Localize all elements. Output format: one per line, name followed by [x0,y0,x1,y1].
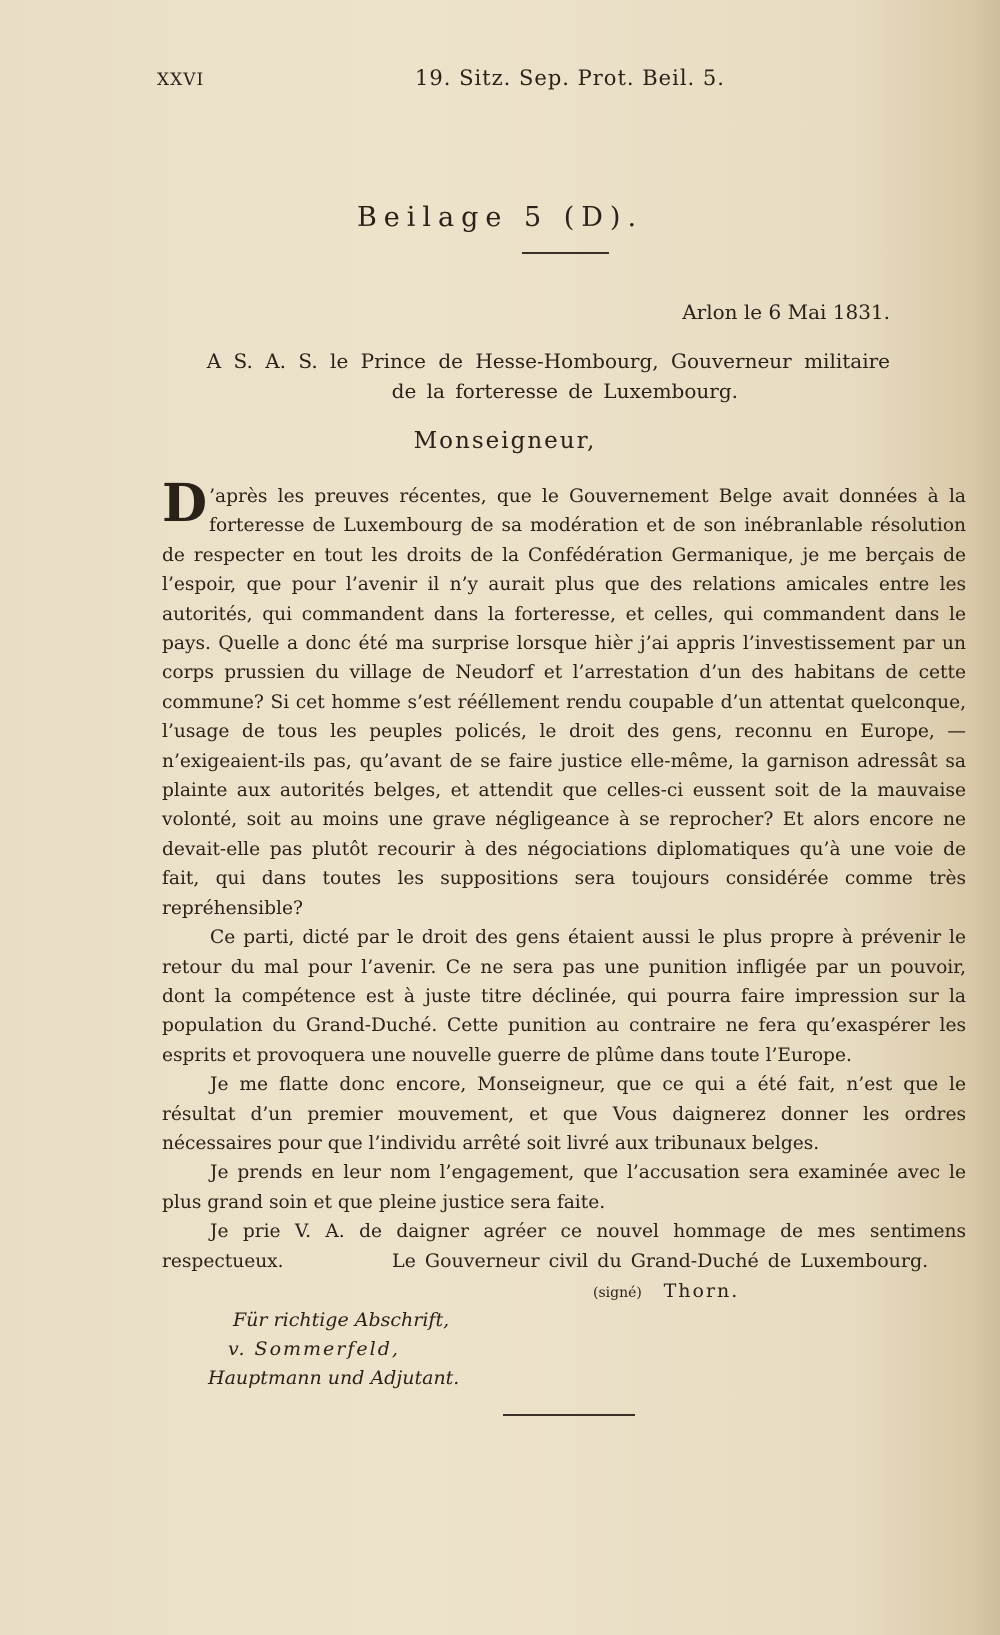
certification-line-2: v. Sommerfeld, [228,1338,400,1360]
signatory-title: Le Gouverneur civil du Grand-Duché de Luxembourg. [392,1250,929,1272]
addressee-line-1: A S. A. S. le Prince de Hesse-Hombourg, Gouverneur militaire [206,349,890,373]
paragraph-1 [162,473,966,923]
signatory-name: Thorn. [663,1280,740,1302]
salutation-text: Monseigneur, [413,428,597,454]
page-number: XXVI [157,70,205,90]
section-title: Beilage 5 (D). [356,202,644,233]
closing-rule [503,1414,635,1416]
paragraph-1-text: ’après les preuves récentes, que le Gouvernement Belge avait données à la forteresse de Luxembourg de sa modération et de son inébranlable résolution de respecter en tout les droits de la Confédération Germanique, je me berçais de l’espoir, que pour l’avenir il n’y aurait plus que des relations amicales entre les autorités, qui commandent dans la forteresse, et celles, qui commandent dans le pays. Quelle a donc été ma surprise lorsque hièr j’ai appris l’investissement par un corps prussien du village de Neudorf et l’arrestation d’un des habitans de cette commune? Si cet homme s’est rééllement rendu coupable d’un attentat quelconque, l’usage de tous les peuples policés, le droit des gens, reconnu en Europe, — n’exigeaient-ils pas, qu’avant de se faire justice elle-même, la garnison adressât sa plainte aux autorités belges, et attendit que celles-ci eussent soit de la mauvaise volonté, soit au moins une grave négligeance à se reprocher? Et alors encore ne devait-elle pas plutôt recourir à des négociations diplomatiques qu’à une voie de fait, qui dans toutes les suppositions sera toujours considérée comme très repréhensible? [162,486,966,919]
certification [208,1306,459,1393]
letter-body [162,473,966,1276]
drop-cap: D [162,473,208,534]
signed-mark: (signé) [593,1285,642,1301]
paragraph-3: Je me flatte donc encore, Monseigneur, que ce qui a été fait, n’est que le résultat d’un premier mouvement, et que Vous daignerez donner les ordres nécessaires pour que l’individu arrêté soit livré aux tribunaux belges. [162,1074,966,1154]
certification-line-3: Hauptmann und Adjutant. [208,1367,460,1389]
paragraph-5: Je prie V. A. de daigner agréer ce nouvel hommage de mes sentimens respectueux. [162,1221,966,1272]
title-rule [522,252,609,254]
signature-block [593,1280,739,1302]
certification-line-1: Für richtige Abschrift, [233,1309,450,1331]
addressee-line-2: de la forteresse de Luxembourg. [391,379,738,403]
dateline: Arlon le 6 Mai 1831. [682,300,890,324]
paragraph-4: Je prends en leur nom l’engagement, que l’accusation sera examinée avec le plus grand soin et que pleine justice sera faite. [162,1162,966,1213]
salutation [0,428,1000,454]
addressee [157,346,890,406]
paragraph-2: Ce parti, dicté par le droit des gens étaient aussi le plus propre à prévenir le retour du mal pour l’avenir. Ce ne sera pas une punition infligée par un pouvoir, dont la compétence est à juste titre déclinée, qui pourra faire impression sur la population du Grand-Duché. Cette punition au contraire ne fera qu’exaspérer les esprits et provoquera une nouvelle guerre de plûme dans toute l’Europe. [162,927,966,1066]
running-head-title: 19. Sitz. Sep. Prot. Beil. 5. [415,66,725,90]
running-head [157,66,957,96]
